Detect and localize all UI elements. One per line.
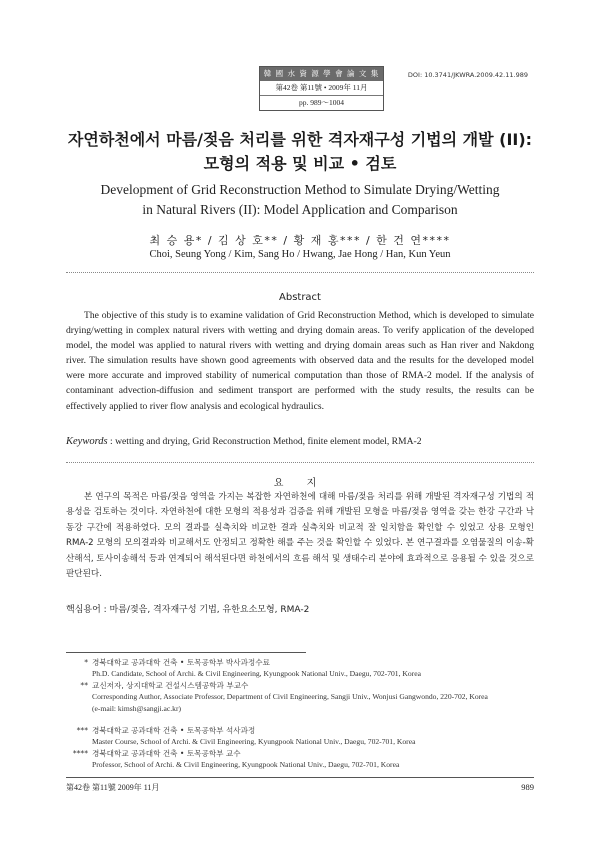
title-english [40, 180, 560, 220]
footnote-english: Ph.D. Candidate, School of Archi. & Civil Engineering, Kyungpook National Univ., Daegu, 702-701, Korea [92, 669, 421, 679]
journal-pages: pp. 989～1004 [299, 98, 344, 107]
title-korean [40, 128, 560, 176]
keywords-text: : wetting and drying, Grid Reconstruction Method, finite element model, RMA-2 [110, 436, 422, 447]
title-korean-line2: 모형의 적용 및 비교 • 검토 [203, 154, 397, 173]
footer-volume: 第42卷 第11號 2009年 11月 [66, 783, 160, 792]
footnote-mark: ** [80, 681, 88, 690]
footnote [66, 680, 536, 714]
footnote-korean: 경북대학교 공과대학 건축 • 토목공학부 석사과정 [92, 726, 256, 735]
journal-name: 韓 國 水 資 源 學 會 論 文 集 [260, 67, 383, 81]
footnote-email: (e-mail: kimsh@sangji.ac.kr) [92, 703, 182, 713]
journal-info-box [259, 66, 384, 111]
footnote-rule [66, 652, 306, 653]
footnote-english: Corresponding Author, Associate Professor, Department of Civil Engineering, Sangji Univ., Wonjusi Gangwondo, 220-702, Korea [92, 692, 488, 702]
footer-rule [66, 777, 534, 778]
footnote-korean: 교신저자, 상지대학교 건설시스템공학과 부교수 [92, 681, 249, 690]
journal-volume: 第42卷 第11號 • 2009年 11月 [260, 81, 383, 96]
title-english-line1: Development of Grid Reconstruction Method to Simulate Drying/Wetting [100, 182, 500, 197]
page-number: 989 [521, 782, 534, 792]
summary-text: 본 연구의 목적은 마름/젖음 영역을 가지는 복잡한 자연하천에 대해 마름/젖음 처리를 위해 개발된 격자재구성 기법의 적용성을 검토하는 것이다. 자연하천에 대한 모형의 적용성과 검증을 위해 개발된 모형을 마름/젖음 영역을 갖는 한강 구간과 낙동강 구간에 적용하였다. 모의 결과를 실측치와 비교한 결과 실측치와 비교적 잘 일치함을 확인할 수 있었고 상용 모형인 RMA-2 모형의 모의결과와 비교해서도 안정되고 정확한 해를 주는 것을 확인할 수 있었다. 본 연구결과를 오염물질의 이송-확산해석, 토사이송해석 등과 연계되어 해석된다면 하천에서의 흐름 해석 및 생태수리 분야에 효과적으로 응용될 수 있을 것으로 판단된다. [66, 492, 534, 580]
footnote-english: Professor, School of Archi. & Civil Engineering, Kyungpook National Univ., Daegu, 702-701, Korea [92, 760, 400, 770]
keywords [66, 436, 534, 447]
divider [66, 462, 534, 463]
abstract-heading: Abstract [279, 292, 321, 303]
footnote-english: Master Course, School of Archi. & Civil Engineering, Kyungpook National Univ., Daegu, 702-701, Korea [92, 737, 416, 747]
footnote [66, 657, 536, 680]
authors-korean: 최 승 용* / 김 상 호** / 황 재 홍*** / 한 건 연**** [149, 234, 451, 247]
footnote-mark: *** [76, 726, 88, 735]
abstract-text: The objective of this study is to examine validation of Grid Reconstruction Method, which is developed to simulate drying/wetting in complex natural rivers with wetting and drying domain areas. To verify application of the developed model, the model was applied to natural rivers with wetting and drying domain areas such as Han river and Nakdong river. The simulation results have shown good agreements with observed data and the results for the developed model were more accurate and improved stability of numerical computation than those of RMA-2 model. If the analysis of contaminant advection-diffusion and sediment transport are performed with the study results, the results can be effectively applied to river flow analysis and ecological hydraulics. [66, 310, 534, 412]
authors-english: Choi, Seung Yong / Kim, Sang Ho / Hwang, Jae Hong / Han, Kun Yeun [149, 249, 451, 260]
doi-text: DOI: 10.3741/JKWRA.2009.42.11.989 [407, 71, 528, 79]
divider [66, 272, 534, 273]
title-english-line2: in Natural Rivers (II): Model Application and Comparison [142, 202, 458, 217]
title-korean-line1: 자연하천에서 마름/젖음 처리를 위한 격자재구성 기법의 개발 (II): [67, 130, 533, 149]
keywords-korean: 핵심용어 : 마름/젖음, 격자재구성 기법, 유한요소모형, RMA-2 [66, 605, 310, 615]
footnote [66, 725, 536, 748]
footnote-mark: * [84, 658, 88, 667]
footnote-korean: 경북대학교 공과대학 건축 • 토목공학부 박사과정수료 [92, 658, 270, 667]
footnote-korean: 경북대학교 공과대학 건축 • 토목공학부 교수 [92, 749, 241, 758]
keywords-label: Keywords [66, 436, 108, 447]
footnote [66, 748, 536, 771]
footnote-mark: **** [72, 749, 88, 758]
summary-heading: 요 지 [273, 478, 327, 489]
